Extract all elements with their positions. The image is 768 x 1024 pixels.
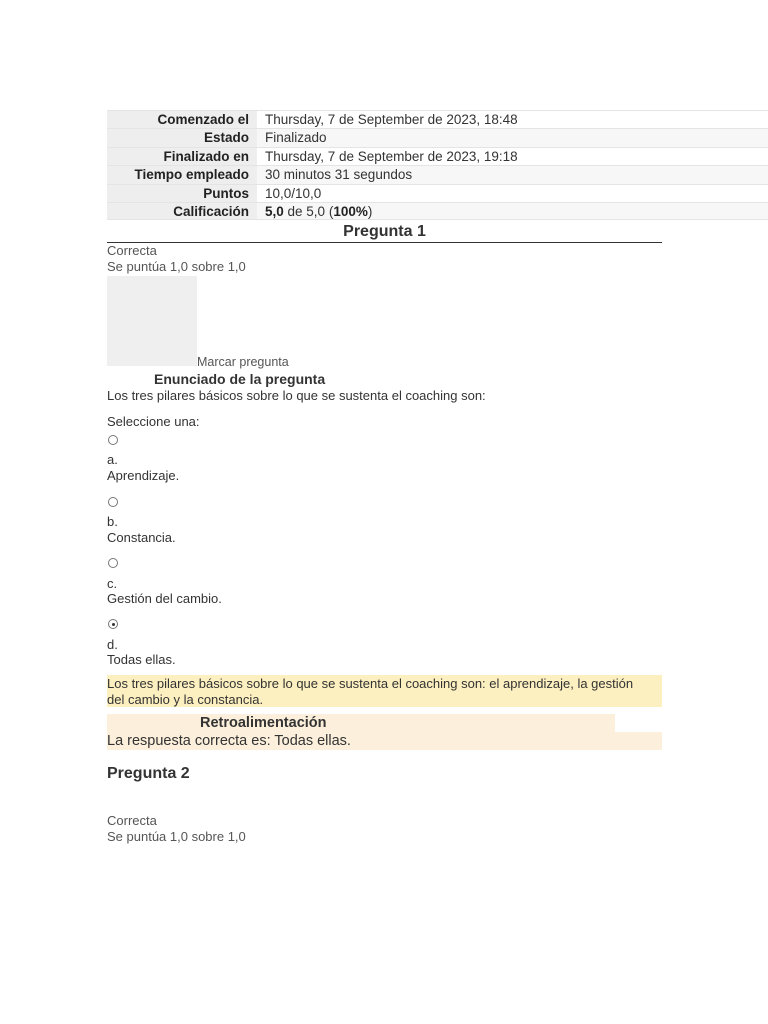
option-d-label: Todas ellas. [107,652,176,667]
option-c-letter: c. [107,576,118,591]
question-1-points: Se puntúa 1,0 sobre 1,0 [107,259,246,274]
option-b-radio[interactable] [108,497,118,507]
flag-question-link[interactable]: Marcar pregunta [197,355,289,369]
option-d-radio[interactable] [108,619,118,629]
question-2-state: Correcta [107,813,157,828]
grade-percent: 100% [333,203,368,219]
grade-middle: de 5,0 ( [283,203,334,219]
option-b-label: Constancia. [107,530,176,545]
question-1-state: Correcta [107,243,157,258]
right-answer: La respuesta correcta es: Todas ellas. [107,732,662,750]
question-text: Los tres pilares básicos sobre lo que se sustenta el coaching son: [107,388,486,403]
feedback-heading: Retroalimentación [200,715,327,731]
option-a-label: Aprendizaje. [107,468,180,483]
summary-label: Finalizado en [107,148,257,165]
grade-score: 5,0 [265,203,284,219]
question-2-title: Pregunta 2 [107,765,190,782]
feedback-heading-box [107,714,615,732]
summary-label: Comenzado el [107,111,257,128]
attempt-summary-table [107,110,768,220]
option-c-radio[interactable] [108,558,118,568]
summary-value: 10,0/10,0 [257,185,768,202]
question-1-title: Pregunta 1 [107,222,662,243]
summary-label: Tiempo empleado [107,166,257,183]
option-d-letter: d. [107,637,118,652]
summary-row-state [107,128,768,146]
summary-label: Calificación [107,203,257,219]
summary-value [257,203,768,219]
summary-row-started [107,110,768,128]
question-2-points: Se puntúa 1,0 sobre 1,0 [107,829,246,844]
general-feedback [107,675,662,707]
summary-value: Finalizado [257,129,768,146]
option-a-radio[interactable] [108,435,118,445]
flag-question-box[interactable] [107,276,197,366]
summary-label: Puntos [107,185,257,202]
summary-row-points [107,184,768,202]
option-b-letter: b. [107,514,118,529]
summary-label: Estado [107,129,257,146]
select-one-prompt: Seleccione una: [107,414,200,429]
summary-value: Thursday, 7 de September de 2023, 18:48 [257,111,768,128]
summary-value: Thursday, 7 de September de 2023, 19:18 [257,148,768,165]
feedback-line-1: Los tres pilares básicos sobre lo que se sustenta el coaching son: el aprendizaje, la gestión [107,676,634,691]
option-a-letter: a. [107,452,118,467]
grade-end: ) [367,203,373,219]
summary-row-time [107,165,768,183]
summary-row-finished [107,147,768,165]
summary-row-grade [107,202,768,220]
question-statement-heading: Enunciado de la pregunta [154,371,326,387]
feedback-line-2: del cambio y la constancia. [107,691,264,707]
option-c-label: Gestión del cambio. [107,591,222,606]
summary-value: 30 minutos 31 segundos [257,166,768,183]
